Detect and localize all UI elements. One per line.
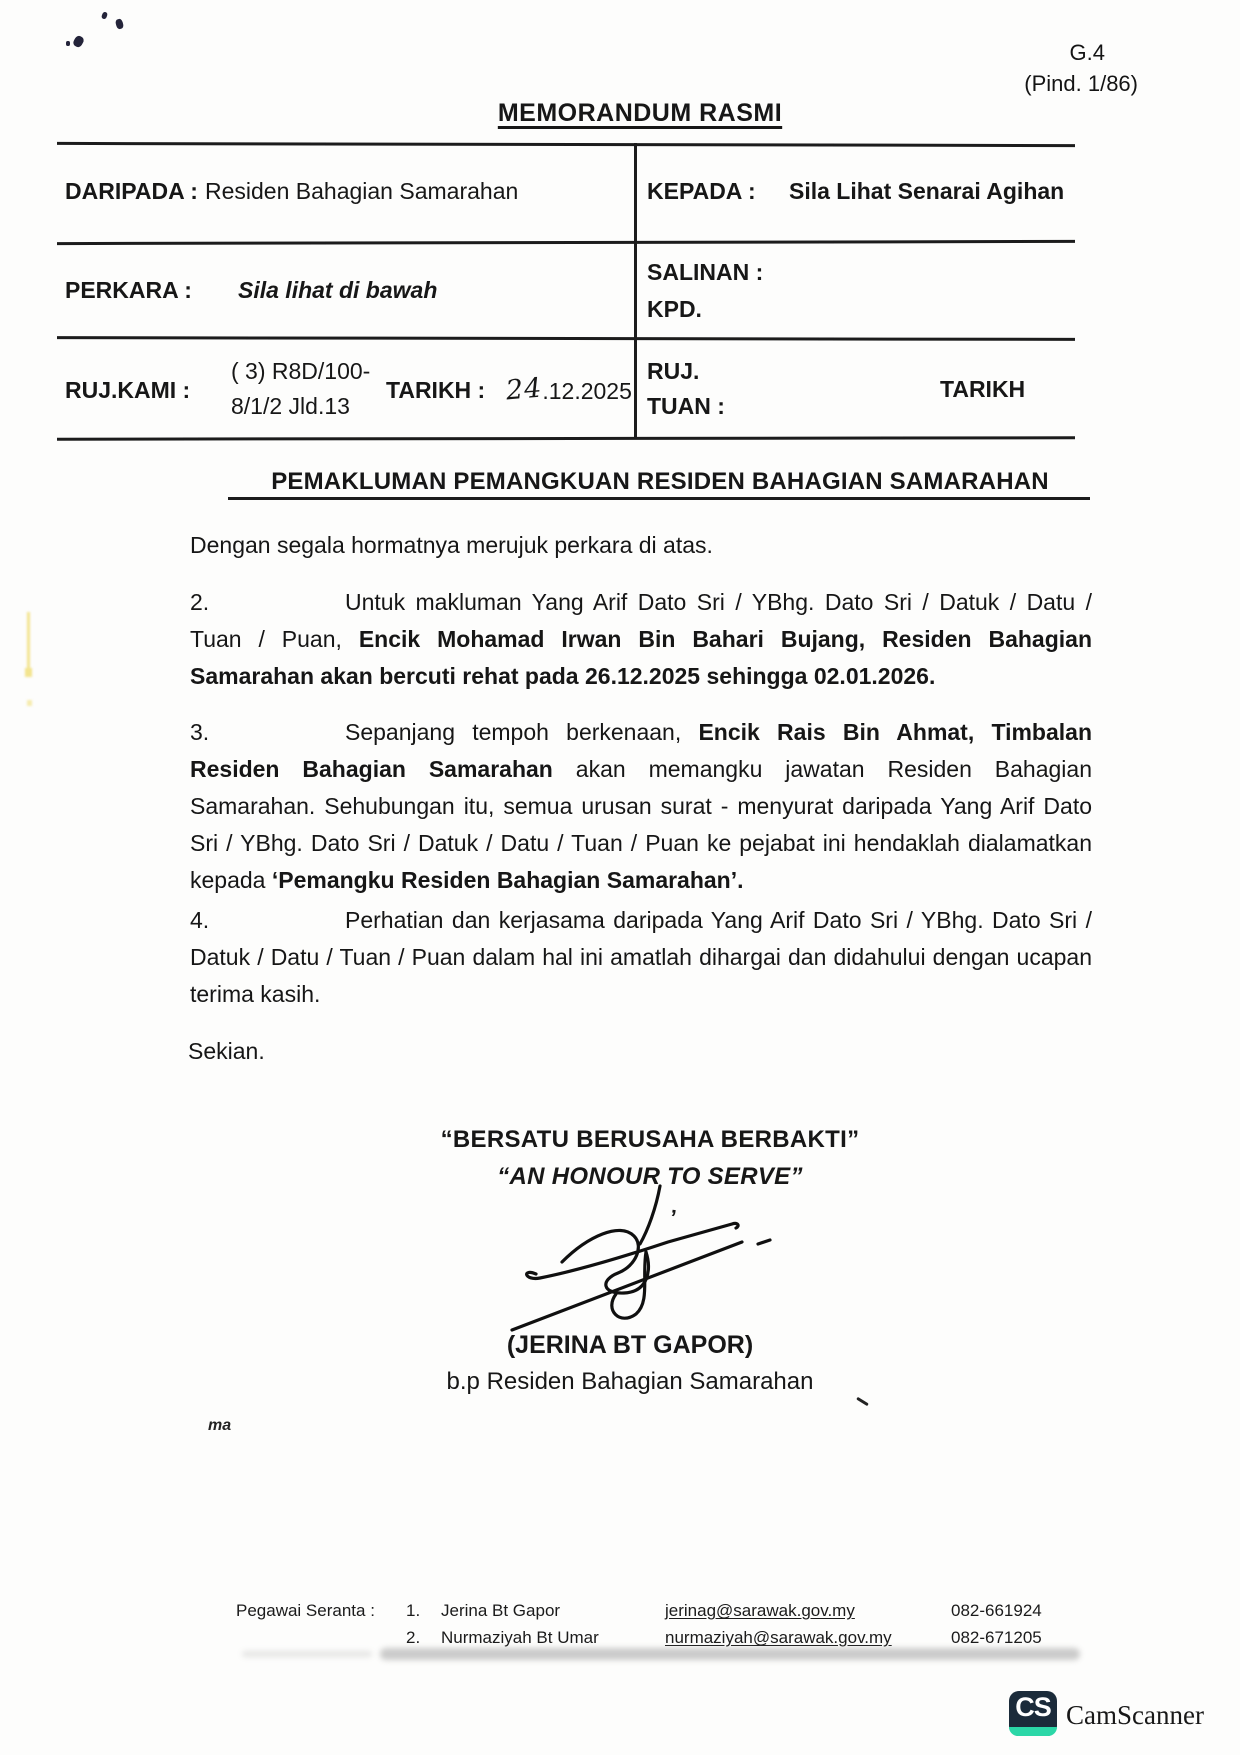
scan-smudge (380, 1648, 1080, 1660)
daripada-label: DARIPADA : (65, 178, 198, 204)
contact-row (406, 1628, 420, 1648)
ink-mark (856, 1397, 869, 1406)
ink-speck (66, 41, 70, 46)
kepada-label: KEPADA : (647, 178, 756, 204)
paragraph-4-number: 4. (190, 907, 210, 933)
paragraph-3-bold-role: ‘Pemangku Residen Bahagian Samarahan’. (271, 867, 744, 893)
motto-line-1: “BERSATU BERUSAHA BERBAKTI” (440, 1126, 860, 1153)
camscanner-wordmark: CamScanner (1066, 1700, 1204, 1730)
tarikh-right-label: TARIKH (940, 376, 1026, 402)
table-row-divider (57, 336, 1075, 340)
subject-underline (228, 497, 1090, 500)
initials-annotation: ma (208, 1417, 232, 1434)
contact-email: nurmaziyah@sarawak.gov.my (665, 1628, 892, 1647)
ruj-tuan-label-line1: RUJ. (647, 358, 700, 384)
form-revision: (Pind. 1/86) (1024, 71, 1138, 96)
paragraph-4 (190, 902, 1092, 1013)
contact-number: 2. (406, 1628, 421, 1647)
tarikh-label: TARIKH : (386, 377, 486, 403)
camscanner-icon (1009, 1691, 1057, 1736)
table-row-divider (57, 240, 1075, 245)
contact-name: Jerina Bt Gapor (441, 1601, 561, 1620)
highlighter-mark (25, 668, 32, 677)
camscanner-icon-accent-band (1009, 1727, 1057, 1736)
closing-word: Sekian. (188, 1038, 265, 1064)
salinan-label: SALINAN : (647, 259, 764, 285)
paragraph-3-bold-name: Encik Rais Bin Ahmat, Timbalan Residen Bahagian Samarahan (190, 719, 1092, 782)
camscanner-icon-letters: CS (1015, 1692, 1051, 1722)
paragraph-1: Dengan segala hormatnya merujuk perkara di atas. (190, 532, 713, 558)
paragraph-3-text-mid: akan memangku jawatan Residen Bahagian Samarahan. Sehubungan itu, semua urusan surat - menyurat daripada Yang Arif Dato Sri / YBhg. Dato Sri / Datuk / Datu / Tuan / Puan ke pejabat ini hendaklah dialamatkan kepada (190, 756, 1092, 893)
perkara-label: PERKARA : (65, 277, 192, 303)
tarikh-value (504, 372, 632, 407)
paragraph-4-text: Perhatian dan kerjasama daripada Yang Arif Dato Sri / YBhg. Dato Sri / Datuk / Datu / Tuan / Puan dalam hal ini amatlah dihargai dan didahului dengan ucapan terima kasih. (190, 907, 1092, 1007)
ink-speck (101, 11, 108, 19)
signatory-name: (JERINA BT GAPOR) (506, 1331, 754, 1359)
table-border-top (57, 142, 1075, 147)
table-border-bottom (57, 436, 1075, 440)
paragraph-2-number: 2. (190, 589, 210, 615)
paragraph-3 (190, 714, 1092, 899)
contact-phone: 082-661924 (951, 1601, 1042, 1620)
contact-number: 1. (406, 1601, 421, 1620)
daripada-value: Residen Bahagian Samarahan (205, 178, 519, 204)
ruj-kami-value-line1: ( 3) R8D/100- (231, 358, 371, 384)
ink-speck (72, 34, 85, 48)
signatory-on-behalf: b.p Residen Bahagian Samarahan (446, 1368, 814, 1395)
form-code (940, 40, 1138, 66)
ruj-kami-value-line2: 8/1/2 Jld.13 (231, 393, 350, 419)
paragraph-3-number: 3. (190, 719, 210, 745)
paragraph-2 (190, 584, 1092, 695)
ink-mark: ’ (668, 1204, 678, 1231)
highlighter-mark (27, 612, 30, 674)
paragraph-2-text: Untuk makluman Yang Arif Dato Sri / YBhg. Dato Sri / Datuk / Datu / Tuan / Puan, (190, 589, 1092, 652)
paragraph-2-bold: Encik Mohamad Irwan Bin Bahari Bujang, Residen Bahagian Samarahan akan bercuti rehat pada 26.12.2025 sehingga 02.01.2026. (190, 626, 1092, 689)
salinan-kpd: KPD. (647, 296, 702, 322)
signature-scribble (500, 1180, 800, 1345)
form-code-number: G.4 (1069, 40, 1105, 65)
contact-phone: 082-671205 (951, 1628, 1042, 1647)
subject-title: PEMAKLUMAN PEMANGKUAN RESIDEN BAHAGIAN SAMARAHAN (271, 468, 1049, 495)
document-title: MEMORANDUM RASMI (497, 99, 783, 127)
contact-email: jerinag@sarawak.gov.my (665, 1601, 855, 1620)
contact-name: Nurmaziyah Bt Umar (441, 1628, 599, 1647)
table-column-divider (634, 143, 637, 437)
handwritten-day: 24 (504, 372, 544, 407)
scan-smudge (242, 1651, 372, 1657)
ink-speck (115, 18, 124, 29)
motto-line-2: “AN HONOUR TO SERVE” (497, 1163, 803, 1190)
contact-row (406, 1601, 420, 1621)
perkara-value: Sila lihat di bawah (238, 277, 438, 303)
kepada-value: Sila Lihat Senarai Agihan (789, 178, 1065, 204)
tarikh-rest: .12.2025 (542, 378, 632, 404)
footer-label: Pegawai Seranta : (236, 1601, 375, 1620)
ruj-tuan-label-line2: TUAN : (647, 393, 725, 419)
ruj-kami-label: RUJ.KAMI : (65, 377, 191, 403)
highlighter-mark (27, 700, 32, 706)
paragraph-3-text: Sepanjang tempoh berkenaan, (345, 719, 699, 745)
